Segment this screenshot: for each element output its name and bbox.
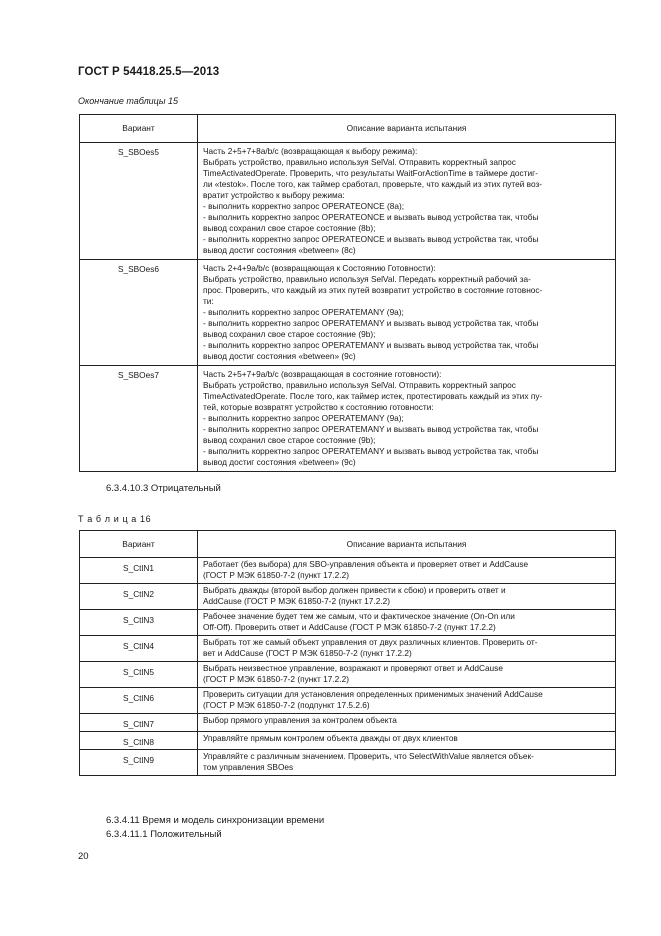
- description-line: том управления SBOes: [203, 762, 294, 772]
- description-line: вывод достиг состояния «between» (8c): [203, 245, 356, 255]
- description-line: Выбрать устройство, правильно используя SelVal. Передать корректный рабочий за-: [203, 274, 531, 284]
- description-line: - выполнить корректно запрос OPERATEMANY (9a);: [203, 413, 404, 423]
- description-line: - выполнить корректно запрос OPERATEMANY и вызвать вывод устройства так, чтобы: [203, 446, 539, 456]
- description-line: Выбрать устройство, правильно используя SelVal. Отправить корректный запрос: [203, 380, 516, 390]
- description-line: Off-Off). Проверить ответ и AddCause (ГОСТ Р МЭК 61850-7-2 (пункт 17.2.2): [203, 622, 496, 632]
- description-line: вывод достиг состояния «between» (9c): [203, 351, 356, 361]
- description-line: - выполнить корректно запрос OPERATEONCE и вызвать вывод устройства так, чтобы: [203, 212, 539, 222]
- description-line: (ГОСТ Р МЭК 61850-7-2 (пункт 17.2.2): [203, 674, 349, 684]
- variant-cell: S_SBOes6: [80, 260, 198, 366]
- table-row: [80, 750, 616, 776]
- page-number: 20: [78, 851, 89, 862]
- description-cell: [198, 584, 616, 610]
- table-row: [80, 636, 616, 662]
- variant-cell: S_CtlN3: [80, 610, 198, 636]
- variant-cell: S_CtlN5: [80, 662, 198, 688]
- table-row: [80, 714, 616, 732]
- variant-cell: S_CtlN2: [80, 584, 198, 610]
- table-row: [80, 584, 616, 610]
- description-line: вывод достиг состояния «between» (9c): [203, 457, 356, 467]
- description-cell: [198, 558, 616, 584]
- variant-cell: S_CtlN9: [80, 750, 198, 776]
- variant-cell: S_CtlN7: [80, 714, 198, 732]
- table-row: [80, 732, 616, 750]
- description-line: ти:: [203, 296, 214, 306]
- description-cell: [198, 750, 616, 776]
- description-line: вывод сохранил свое старое состояние (8b);: [203, 223, 376, 233]
- description-line: вет и AddCause (ГОСТ Р МЭК 61850-7-2 (пункт 17.2.2): [203, 648, 412, 658]
- description-line: вывод сохранил свое старое состояние (9b);: [203, 329, 376, 339]
- description-line: Управляйте прямым контролем объекта дважды от двух клиентов: [203, 733, 458, 743]
- table-row: [80, 143, 616, 260]
- description-line: Выбрать неизвестное управление, возражают и проверяют ответ и AddCause: [203, 663, 503, 673]
- description-line: ли «testok». После того, как таймер сработал, проверьте, что каждый из этих путей воз-: [203, 179, 543, 189]
- section-heading-time-sync: 6.3.4.11 Время и модель синхронизации времени: [106, 815, 325, 826]
- description-line: Часть 2+5+7+8a/b/c (возвращающая к выбору режима):: [203, 146, 418, 156]
- variant-cell: S_CtlN8: [80, 732, 198, 750]
- table-15-caption: Окончание таблицы 15: [78, 96, 178, 106]
- table-row: [80, 366, 616, 472]
- table-16: [79, 530, 616, 776]
- description-line: - выполнить корректно запрос OPERATEONCE и вызвать вывод устройства так, чтобы: [203, 234, 539, 244]
- variant-cell: S_CtlN1: [80, 558, 198, 584]
- description-cell: [198, 662, 616, 688]
- column-header-variant: Вариант: [80, 115, 198, 143]
- column-header-description: Описание варианта испытания: [198, 531, 616, 558]
- description-line: - выполнить корректно запрос OPERATEMANY и вызвать вывод устройства так, чтобы: [203, 318, 539, 328]
- table-row: [80, 558, 616, 584]
- description-line: Выбрать дважды (второй выбор должен привести к сбою) и проверить ответ и: [203, 585, 506, 595]
- description-line: - выполнить корректно запрос OPERATEMANY и вызвать вывод устройства так, чтобы: [203, 424, 539, 434]
- description-cell: [198, 610, 616, 636]
- description-line: Выбрать устройство, правильно используя SelVal. Отправить корректный запрос: [203, 157, 516, 167]
- table-15: [79, 114, 616, 472]
- description-line: Выбрать тот же самый объект управления от двух различных клиентов. Проверить от-: [203, 637, 538, 647]
- description-line: Выбор прямого управления за контролем объекта: [203, 715, 397, 725]
- description-cell: [198, 636, 616, 662]
- description-cell: [198, 714, 616, 732]
- description-cell: [198, 143, 616, 260]
- variant-cell: S_CtlN4: [80, 636, 198, 662]
- description-line: AddCause (ГОСТ Р МЭК 61850-7-2 (пункт 17.2.2): [203, 596, 391, 606]
- description-line: (ГОСТ Р МЭК 61850-7-2 (подпункт 17.5.2.6): [203, 700, 370, 710]
- description-line: Работает (без выбора) для SBO-управления объекта и проверяет ответ и AddCause: [203, 559, 529, 569]
- variant-cell: S_CtlN6: [80, 688, 198, 714]
- description-cell: [198, 366, 616, 472]
- column-header-variant: Вариант: [80, 531, 198, 558]
- description-cell: [198, 260, 616, 366]
- column-header-description: Описание варианта испытания: [198, 115, 616, 143]
- description-line: Часть 2+4+9a/b/c (возвращающая к Состоянию Готовности):: [203, 263, 436, 273]
- description-line: Часть 2+5+7+9a/b/c (возвращающая в состояние готовности):: [203, 369, 442, 379]
- table-row: [80, 260, 616, 366]
- table-16-body: [80, 558, 616, 776]
- description-line: вратит устройство к выбору режима:: [203, 190, 345, 200]
- description-line: - выполнить корректно запрос OPERATEONCE (8a);: [203, 201, 405, 211]
- table-16-caption: Т а б л и ц а 16: [78, 514, 152, 524]
- description-line: (ГОСТ Р МЭК 61850-7-2 (пункт 17.2.2): [203, 570, 349, 580]
- variant-cell: S_SBOes7: [80, 366, 198, 472]
- description-cell: [198, 732, 616, 750]
- description-line: Управляйте с различным значением. Проверить, что SelectWithValue является объек-: [203, 751, 534, 761]
- description-line: тей, которые возвратят устройство к состоянию готовности:: [203, 402, 434, 412]
- table-row: [80, 662, 616, 688]
- variant-cell: S_SBOes5: [80, 143, 198, 260]
- description-line: - выполнить корректно запрос OPERATEMANY и вызвать вывод устройства так, чтобы: [203, 340, 539, 350]
- table-15-body: [80, 143, 616, 472]
- description-cell: [198, 688, 616, 714]
- description-line: TimeActivatedOperate. Проверить, что результаты WaitForActionTime в таймере достиг-: [203, 168, 538, 178]
- description-line: вывод сохранил свое старое состояние (9b);: [203, 435, 376, 445]
- description-line: Рабочее значение будет тем же самым, что и фактическое значение (On-On или: [203, 611, 515, 621]
- description-line: прос. Проверить, что каждый из этих путей возвратит устройство в состояние готовнос-: [203, 285, 543, 295]
- section-heading-negative: 6.3.4.10.3 Отрицательный: [106, 483, 221, 494]
- document-header: ГОСТ Р 54418.25.5—2013: [78, 66, 220, 78]
- description-line: - выполнить корректно запрос OPERATEMANY (9a);: [203, 307, 404, 317]
- description-line: Проверить ситуации для установления определенных применимых значений AddCause: [203, 689, 543, 699]
- table-row: [80, 610, 616, 636]
- description-line: TimeActivatedOperate. После того, как таймер истек, протестировать каждый из этих пу-: [203, 391, 543, 401]
- table-row: [80, 688, 616, 714]
- section-heading-positive: 6.3.4.11.1 Положительный: [106, 829, 222, 840]
